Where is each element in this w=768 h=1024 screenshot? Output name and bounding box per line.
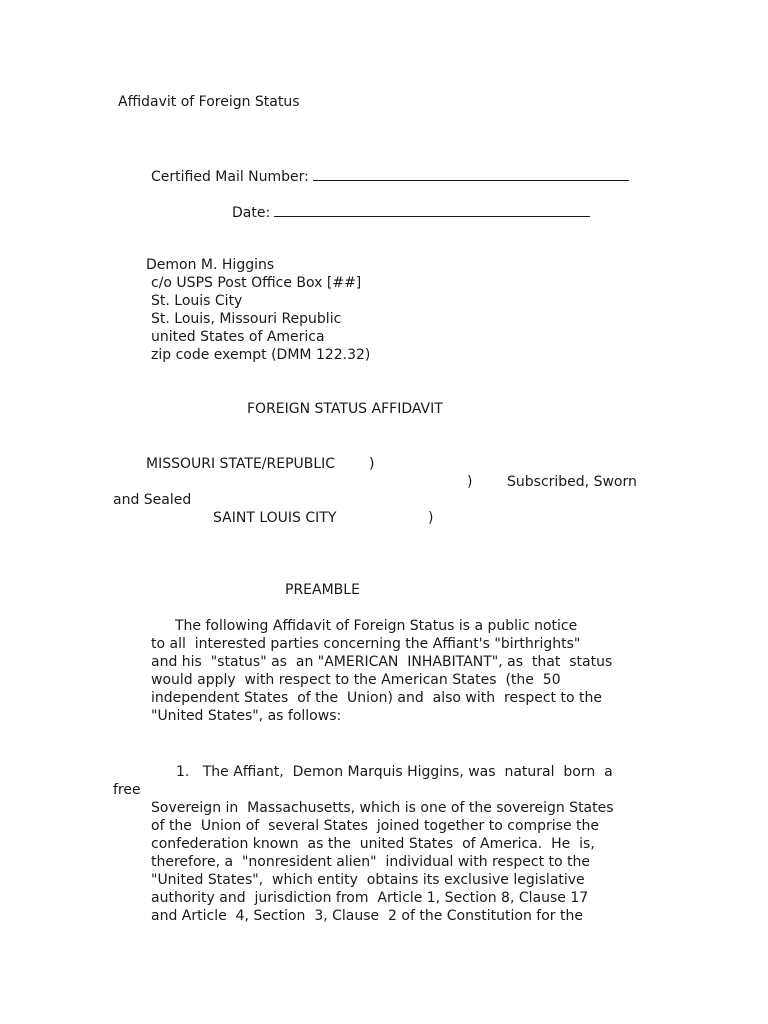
address-line: St. Louis, Missouri Republic bbox=[151, 311, 342, 327]
paragraph-1-line: authority and jurisdiction from Article 1, Section 8, Clause 17 bbox=[151, 890, 589, 906]
preamble-line: to all interested parties concerning the Affiant's "birthrights" bbox=[151, 636, 581, 652]
preamble-line: "United States", as follows: bbox=[151, 708, 342, 724]
venue-city: SAINT LOUIS CITY bbox=[213, 510, 337, 526]
venue-sealed: and Sealed bbox=[113, 492, 192, 508]
address-name: Demon M. Higgins bbox=[146, 257, 275, 273]
paragraph-1-line: Sovereign in Massachusetts, which is one of the sovereign States bbox=[151, 800, 614, 816]
paragraph-1-line: of the Union of several States joined together to comprise the bbox=[151, 818, 600, 834]
venue-subscribed: Subscribed, Sworn bbox=[507, 474, 637, 490]
certified-mail-field bbox=[151, 166, 629, 186]
paragraph-1-line: 1. The Affiant, Demon Marquis Higgins, was natural born a bbox=[176, 764, 613, 780]
address-line: c/o USPS Post Office Box [##] bbox=[151, 275, 362, 291]
preamble-line: and his "status" as an "AMERICAN INHABITANT", as that status bbox=[151, 654, 613, 670]
preamble-title: PREAMBLE bbox=[285, 582, 360, 598]
preamble-line: independent States of the Union) and also with respect to the bbox=[151, 690, 602, 706]
paragraph-1-line: therefore, a "nonresident alien" individual with respect to the bbox=[151, 854, 590, 870]
date-blank-line bbox=[274, 202, 590, 217]
paragraph-1-line: and Article 4, Section 3, Clause 2 of the Constitution for the bbox=[151, 908, 583, 924]
paragraph-1-line: free bbox=[113, 782, 141, 798]
venue-bracket: ) bbox=[428, 510, 434, 526]
date-field bbox=[232, 202, 590, 222]
preamble-line: would apply with respect to the American States (the 50 bbox=[151, 672, 561, 688]
address-line: united States of America bbox=[151, 329, 325, 345]
document-title: Affidavit of Foreign Status bbox=[118, 94, 300, 110]
certified-mail-blank-line bbox=[313, 166, 629, 181]
venue-bracket: ) bbox=[369, 456, 375, 472]
date-label: Date: bbox=[232, 205, 271, 221]
venue-bracket: ) bbox=[467, 474, 473, 490]
paragraph-1-line: confederation known as the united States of America. He is, bbox=[151, 836, 595, 852]
certified-mail-label: Certified Mail Number: bbox=[151, 169, 309, 185]
paragraph-1-line: "United States", which entity obtains its exclusive legislative bbox=[151, 872, 585, 888]
affidavit-heading: FOREIGN STATUS AFFIDAVIT bbox=[247, 401, 443, 417]
address-line: St. Louis City bbox=[151, 293, 243, 309]
venue-state: MISSOURI STATE/REPUBLIC bbox=[146, 456, 336, 472]
address-line: zip code exempt (DMM 122.32) bbox=[151, 347, 371, 363]
preamble-line: The following Affidavit of Foreign Status is a public notice bbox=[175, 618, 578, 634]
